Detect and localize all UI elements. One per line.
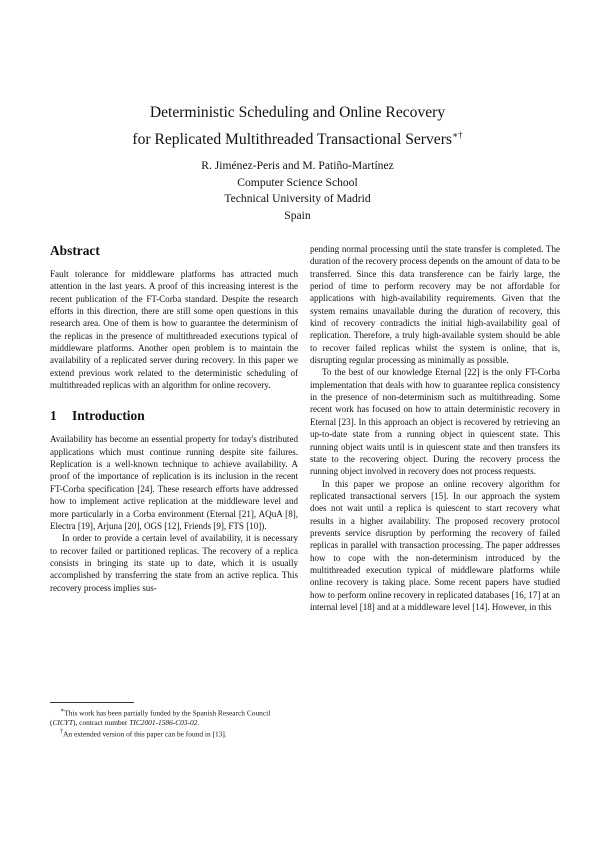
intro-paragraph-2-continued: pending normal processing until the state transfer is completed. The duration of the recovery process depends on the amount of data to be transferred. Since this data transference can be fairly large, the period of time to perform recovery may be not affordable for applications with high-availability requirements. Given that the system remains unavailable during the duration of recovery, this kind of recovery contradicts the initial high-availability goal of replication. Therefore, a truly high-available system should be able to recover failed replicas whilst the system is online, that is, disrupting regular processing as minimally as possible. — [310, 244, 560, 366]
affiliation-university: Technical University of Madrid — [224, 192, 371, 205]
section-number: 1 — [50, 408, 57, 424]
footnote-funding: ∗This work has been partially funded by the Spanish Research Council (CICYT), contract number TIC2001-1586-C03-02. — [50, 708, 271, 728]
abstract-text: Fault tolerance for middleware platforms has attracted much attention in the last years. A proof of this increasing interest is the recent publication of the FT-Corba standard. Despite the research efforts in this direction, there are still some open questions in this research area. One of them is how to guarantee the determinism of the replicas in the presence of multithreaded executions typical of middleware platforms. Another open problem is to maintain the availability of a replicated server during recovery. In this paper we extend previous work related to the deterministic scheduling of multithreaded replicas with an algorithm for online recovery. — [50, 269, 298, 391]
section-title: Introduction — [72, 408, 145, 424]
paper-title-line-2 — [0, 124, 595, 151]
footnote-extended: †An extended version of this paper can be found in [13]. — [60, 728, 227, 739]
intro-paragraph-1: Availability has become an essential property for today's distributed applications which must continue running despite site failures. Replication is a well-known technique to achieve availability. A proof of the importance of replication is its inclusion in the recent FT-Corba specification [24]. These research efforts have addressed how to implement active replication at the middleware level and more particularly in a Corba environment (Eternal [21], AQuA [8], Electra [19], Arjuna [20], OGS [12], Friends [9], FTS [10]). — [50, 434, 298, 531]
footnote-rule — [50, 702, 134, 703]
introduction-heading — [50, 408, 298, 424]
left-column — [50, 243, 298, 594]
title-footnote-marks: ∗† — [451, 130, 463, 140]
affiliation-country: Spain — [284, 208, 311, 222]
footnote-mark-1: ∗ — [60, 708, 65, 714]
authors: R. Jiménez-Peris and M. Patiño-Martínez — [201, 159, 394, 172]
author-block — [0, 158, 595, 224]
intro-paragraph-2: In order to provide a certain level of availability, it is necessary to recover failed or partitioned replicas. The recovery of a replica consists in bringing its state up to date, which it is usually accomplished by transferring the state from an active replica. This recovery process implies sus- — [50, 533, 298, 593]
footnote-mark-2: † — [60, 728, 64, 735]
abstract-heading: Abstract — [50, 243, 100, 258]
intro-paragraph-3: To the best of our knowledge Eternal [22] is the only FT-Corba implementation that deals with how to guarantee replica consistency in the presence of non-determinism such as multithreading. Some recent work has focused on how to attain deterministic recovery in Eternal [23]. In this approach an object is recovered by retrieving an up-to-date state from a running object in quiescent state. This running object waits until is in quiescent state and then transfers its state to the recovering object. During the recovery process the running object involved in recovery does not process requests. — [310, 367, 560, 477]
footnote-contract: TIC2001-1586-C03-02 — [129, 718, 198, 728]
affiliation-school: Computer Science School — [237, 175, 358, 189]
paper-title-line-1: Deterministic Scheduling and Online Recovery — [149, 104, 446, 121]
intro-paragraph-4: In this paper we propose an online recovery algorithm for replicated transactional servers [15]. In our approach the system does not wait until a replica is quiescent to start recovery what results in a higher availability. The proposed recovery protocol prevents service disruption by performing the recovery of failed replicas in parallel with transaction processing. The paper addresses how to cope with the non-determinism introduced by the multithreaded execution typical of middleware platforms while online recovery is taking place. Some recent papers have studied how to perform online recovery in replicated databases [16, 17] at an internal level [18] and at a middleware level [14]. However, in this — [310, 478, 560, 612]
title-text: for Replicated Multithreaded Transactional Servers — [132, 131, 452, 148]
footnote-cicyt: CICYT — [52, 718, 74, 728]
footnotes — [50, 702, 298, 739]
title-block — [0, 101, 595, 224]
right-column — [310, 243, 560, 613]
